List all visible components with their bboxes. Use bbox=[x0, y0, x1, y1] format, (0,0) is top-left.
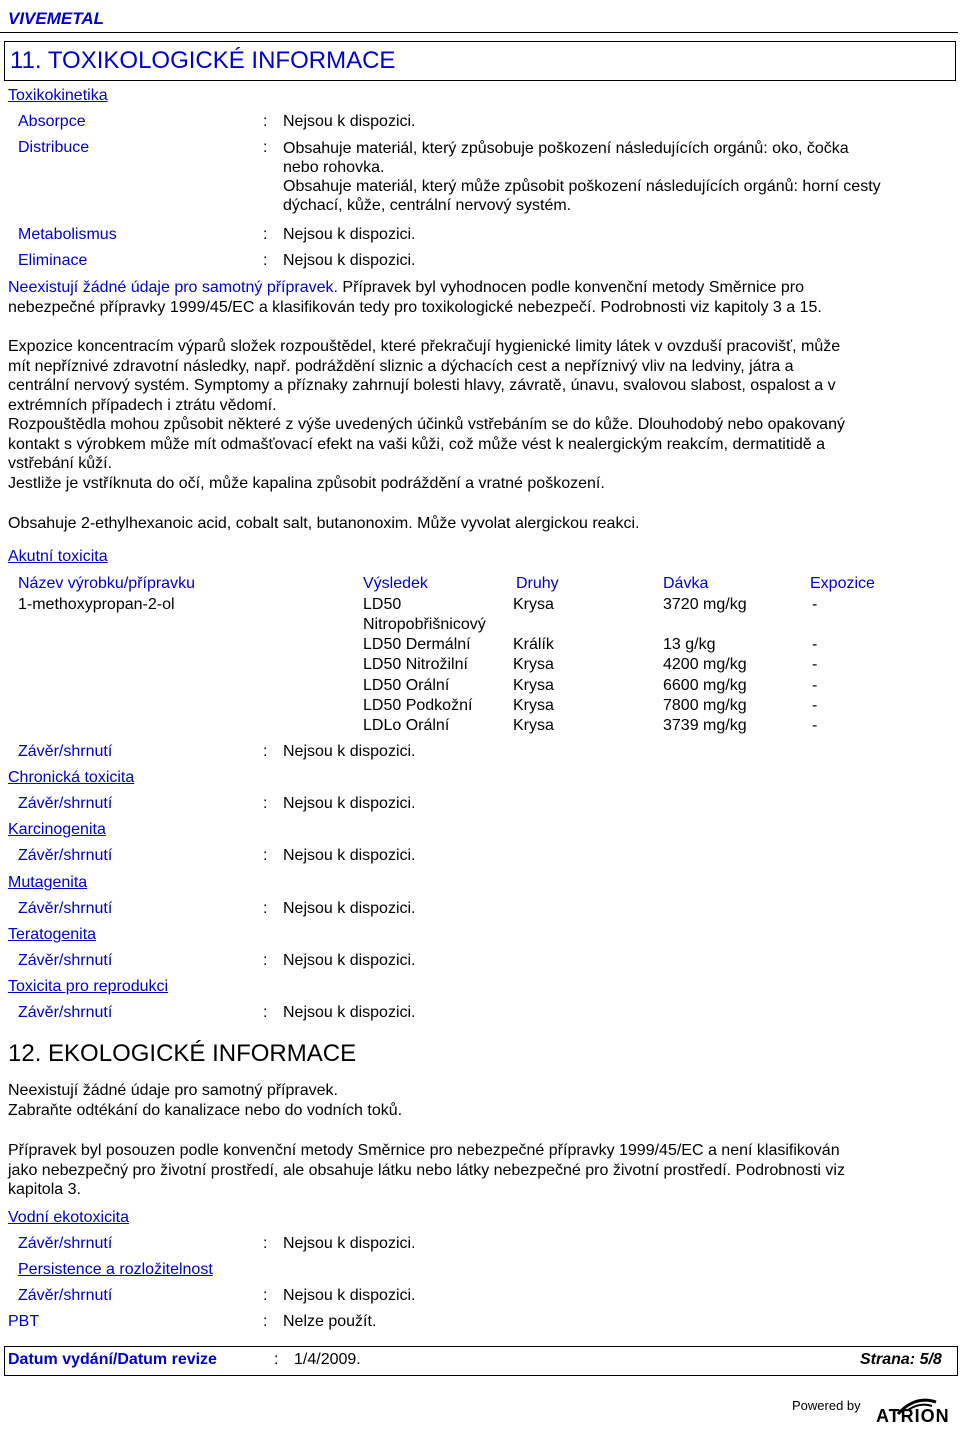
chronicka-conclusion-label: Závěr/shrnutí bbox=[18, 795, 113, 812]
ecology-intro bbox=[8, 1081, 948, 1120]
persistence-conclusion-label: Závěr/shrnutí bbox=[18, 1287, 113, 1304]
distribuce-line: Obsahuje materiál, který může způsobit poškození následujících orgánů: horní cesty bbox=[283, 178, 881, 195]
persistence-heading: Persistence a rozložitelnost bbox=[18, 1261, 213, 1278]
mutagenita-conclusion-label: Závěr/shrnutí bbox=[18, 900, 113, 917]
footer-date-label: Datum vydání/Datum revize bbox=[8, 1351, 217, 1368]
colon: : bbox=[263, 1313, 268, 1330]
dose-cell: 7800 mg/kg bbox=[663, 697, 747, 714]
toxicology-summary bbox=[8, 278, 948, 317]
exposure-cell: - bbox=[812, 677, 818, 694]
exposure-line: extrémních případech i ztrátu vědomí. bbox=[8, 396, 277, 414]
colon: : bbox=[263, 795, 268, 812]
exposure-line: Jestliže je vstříknuta do očí, může kapalina způsobit podráždění a vratné poškození. bbox=[8, 474, 605, 492]
eliminace-label: Eliminace bbox=[18, 252, 88, 269]
dose-cell: 6600 mg/kg bbox=[663, 677, 747, 694]
result-cell: LD50 bbox=[363, 596, 402, 613]
ecology-intro-line: Zabraňte odtékání do kanalizace nebo do vodních toků. bbox=[8, 1101, 403, 1119]
result-cell: LD50 Dermální bbox=[363, 636, 471, 653]
distribuce-value bbox=[283, 139, 953, 215]
toxicita-reprodukci-heading: Toxicita pro reprodukci bbox=[8, 978, 169, 995]
result-cell: LD50 Nitrožilní bbox=[363, 656, 468, 673]
result-cell: LD50 Orální bbox=[363, 677, 450, 694]
col-header-result: Výsledek bbox=[363, 575, 428, 592]
karcinogenita-conclusion-value: Nejsou k dispozici. bbox=[283, 847, 416, 864]
atrion-logo-text: ATRION bbox=[876, 1406, 950, 1426]
exposure-cell: - bbox=[812, 636, 818, 653]
allergy-note: Obsahuje 2-ethylhexanoic acid, cobalt salt, butanonoxim. Může vyvolat alergickou reakci. bbox=[8, 515, 640, 532]
colon: : bbox=[263, 139, 268, 156]
colon: : bbox=[274, 1351, 279, 1368]
footer-date-value: 1/4/2009. bbox=[294, 1351, 361, 1368]
persistence-conclusion-value: Nejsou k dispozici. bbox=[283, 1287, 416, 1304]
reprodukci-conclusion-value: Nejsou k dispozici. bbox=[283, 1004, 416, 1021]
absorpce-label: Absorpce bbox=[18, 113, 86, 130]
exposure-cell: - bbox=[812, 697, 818, 714]
species-cell: Krysa bbox=[513, 677, 554, 694]
col-header-species: Druhy bbox=[516, 575, 559, 592]
powered-by-text: Powered by bbox=[792, 1398, 861, 1413]
chronicka-conclusion-value: Nejsou k dispozici. bbox=[283, 795, 416, 812]
akutni-toxicita-heading: Akutní toxicita bbox=[8, 548, 108, 565]
dose-cell: 3720 mg/kg bbox=[663, 596, 747, 613]
section-11-title: 11. TOXIKOLOGICKÉ INFORMACE bbox=[10, 47, 396, 74]
colon: : bbox=[263, 1235, 268, 1252]
dose-cell: 13 g/kg bbox=[663, 636, 716, 653]
teratogenita-heading: Teratogenita bbox=[8, 926, 97, 943]
akutni-conclusion-label: Závěr/shrnutí bbox=[18, 743, 113, 760]
exposure-cell: - bbox=[812, 717, 818, 734]
exposure-line: centrální nervový systém. Symptomy a příznaky zahrnují bolesti hlavy, závratě, únavu, svalovou slabost, ospalost a v bbox=[8, 377, 836, 394]
species-cell: Krysa bbox=[513, 717, 554, 734]
karcinogenita-conclusion-label: Závěr/shrnutí bbox=[18, 847, 113, 864]
dose-cell: 3739 mg/kg bbox=[663, 717, 747, 734]
species-cell: Krysa bbox=[513, 596, 554, 613]
exposure-paragraph bbox=[8, 337, 948, 493]
exposure-line: vstřebání kůží. bbox=[8, 455, 113, 472]
col-header-dose: Dávka bbox=[663, 575, 709, 592]
colon: : bbox=[263, 743, 268, 760]
exposure-line: Rozpouštědla mohou způsobit některé z výše uvedených účinků vstřebáním se do kůže. Dlouhodobý nebo opakovaný bbox=[8, 416, 845, 433]
teratogenita-conclusion-label: Závěr/shrnutí bbox=[18, 952, 113, 969]
ecology-line: kapitola 3. bbox=[8, 1181, 81, 1198]
brand-name: VIVEMETAL bbox=[8, 9, 105, 28]
distribuce-line: Obsahuje materiál, který způsobuje poškození následujících orgánů: oko, čočka bbox=[283, 140, 849, 157]
summary-text: Přípravek byl vyhodnocen podle konvenční metody Směrnice pro bbox=[337, 279, 804, 296]
ecology-line: Přípravek byl posouzen podle konvenční metody Směrnice pro nebezpečné přípravky 1999/45/EC a není klasifikován bbox=[8, 1142, 840, 1159]
distribuce-line: nebo rohovka. bbox=[283, 159, 385, 176]
result-cell: LDLo Orální bbox=[363, 717, 450, 734]
summary-text-line2: nebezpečné přípravky 1999/45/EC a klasifikován tedy pro toxikologické nebezpečí. Podrobnosti viz kapitoly 3 a 15. bbox=[8, 298, 822, 316]
exposure-cell: - bbox=[812, 596, 818, 613]
dose-cell: 4200 mg/kg bbox=[663, 656, 747, 673]
ecology-paragraph bbox=[8, 1141, 948, 1200]
colon: : bbox=[263, 847, 268, 864]
distribuce-label: Distribuce bbox=[18, 139, 90, 156]
vodni-conclusion-label: Závěr/shrnutí bbox=[18, 1235, 113, 1252]
reprodukci-conclusion-label: Závěr/shrnutí bbox=[18, 1004, 113, 1021]
exposure-line: Expozice koncentracím výparů složek rozpouštědel, které překračují hygienické limity látek v ovzduší pracovišť, může bbox=[8, 338, 841, 355]
distribuce-line: dýchací, kůže, centrální nervový systém. bbox=[283, 197, 572, 214]
metabolismus-label: Metabolismus bbox=[18, 226, 117, 243]
section-12-title: 12. EKOLOGICKÉ INFORMACE bbox=[8, 1040, 357, 1067]
colon: : bbox=[263, 952, 268, 969]
header-rule bbox=[0, 32, 958, 33]
species-cell: Krysa bbox=[513, 656, 554, 673]
mutagenita-conclusion-value: Nejsou k dispozici. bbox=[283, 900, 416, 917]
colon: : bbox=[263, 1004, 268, 1021]
species-cell: Krysa bbox=[513, 697, 554, 714]
colon: : bbox=[263, 1287, 268, 1304]
result-cell: LD50 Podkožní bbox=[363, 697, 473, 714]
karcinogenita-heading: Karcinogenita bbox=[8, 821, 106, 838]
pbt-label: PBT bbox=[8, 1313, 40, 1330]
absorpce-value: Nejsou k dispozici. bbox=[283, 113, 416, 130]
metabolismus-value: Nejsou k dispozici. bbox=[283, 226, 416, 243]
exposure-line: mít nepříznivé zdravotní následky, např. podráždění sliznic a dýchacích cest a nepříznivý vliv na ledviny, játra a bbox=[8, 357, 794, 375]
vodni-ekotoxicita-heading: Vodní ekotoxicita bbox=[8, 1209, 129, 1226]
col-header-exposure: Expozice bbox=[810, 575, 875, 592]
powered-by-logo bbox=[790, 1392, 950, 1426]
exposure-line: kontakt s výrobkem může mít odmašťovací efekt na vaši kůži, což může vést k nealergickým reakcím, dermatitidě a bbox=[8, 435, 825, 453]
species-cell: Králík bbox=[513, 636, 554, 653]
ecology-line: jako nebezpečný pro životní prostředí, ale obsahuje látku nebo látky nebezpečné pro životní prostředí. Podrobnosti viz bbox=[8, 1161, 845, 1179]
colon: : bbox=[263, 226, 268, 243]
result-cell: Nitropobřišnicový bbox=[363, 616, 486, 633]
vodni-conclusion-value: Nejsou k dispozici. bbox=[283, 1235, 416, 1252]
ecology-intro-line: Neexistují žádné údaje pro samotný přípravek. bbox=[8, 1082, 338, 1099]
product-name: 1-methoxypropan-2-ol bbox=[18, 596, 175, 613]
col-header-product: Název výrobku/přípravku bbox=[18, 575, 195, 592]
toxikokinetika-heading: Toxikokinetika bbox=[8, 87, 108, 104]
akutni-conclusion-value: Nejsou k dispozici. bbox=[283, 743, 416, 760]
colon: : bbox=[263, 900, 268, 917]
teratogenita-conclusion-value: Nejsou k dispozici. bbox=[283, 952, 416, 969]
chronicka-toxicita-heading: Chronická toxicita bbox=[8, 769, 135, 786]
footer-page-number: Strana: 5/8 bbox=[860, 1351, 942, 1368]
pbt-value: Nelze použít. bbox=[283, 1313, 377, 1330]
eliminace-value: Nejsou k dispozici. bbox=[283, 252, 416, 269]
mutagenita-heading: Mutagenita bbox=[8, 874, 88, 891]
exposure-cell: - bbox=[812, 656, 818, 673]
no-data-note: Neexistují žádné údaje pro samotný přípravek. bbox=[8, 279, 338, 296]
colon: : bbox=[263, 252, 268, 269]
colon: : bbox=[263, 113, 268, 130]
section-11-title-box bbox=[4, 41, 956, 81]
